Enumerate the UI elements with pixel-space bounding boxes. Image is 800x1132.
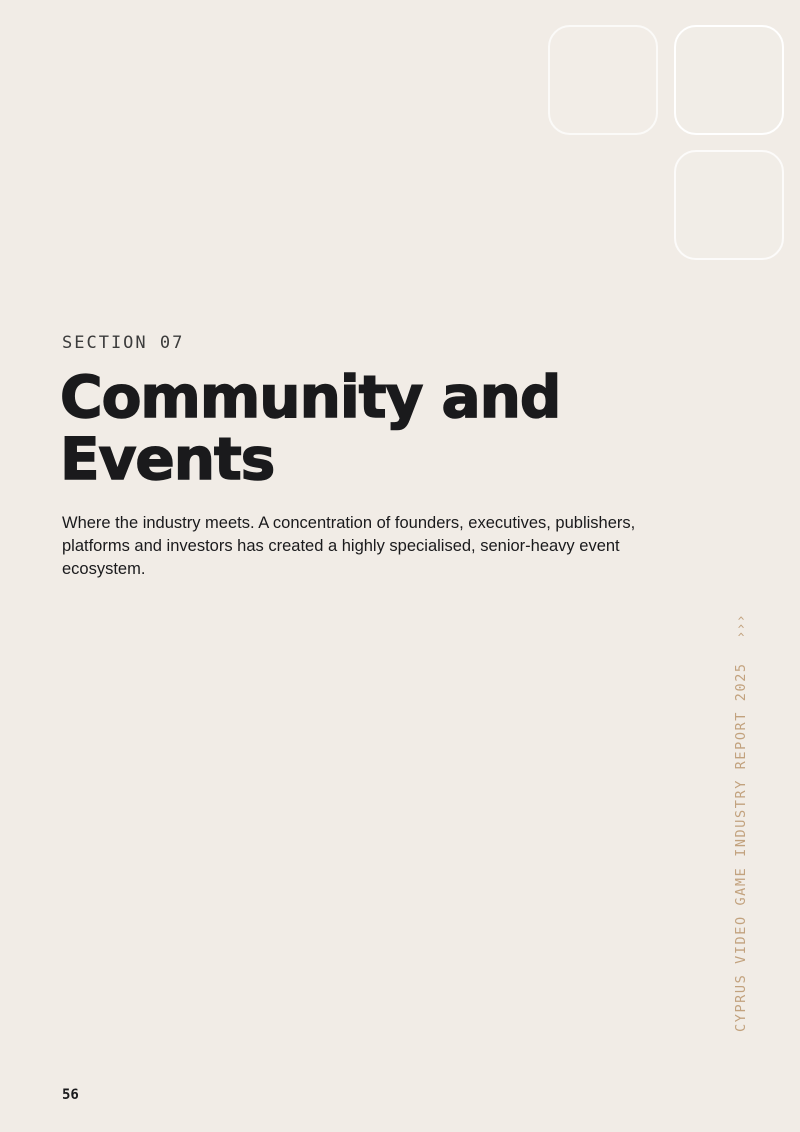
decorative-square-top-left xyxy=(548,25,658,135)
arrows-icon: ››› xyxy=(733,614,749,639)
page-title-line-2: Events xyxy=(60,425,275,493)
page-number: 56 xyxy=(62,1087,79,1103)
report-side-label xyxy=(732,614,750,1032)
intro-paragraph: Where the industry meets. A concentration of founders, executives, publishers, platforms and investors has created a highly specialised, senior-heavy event ecosystem. xyxy=(62,514,636,578)
section-label: SECTION 07 xyxy=(62,333,185,353)
decorative-square-bottom-right xyxy=(674,150,784,260)
decorative-square-top-right xyxy=(674,25,784,135)
page-title xyxy=(60,363,561,493)
report-title: CYPRUS VIDEO GAME INDUSTRY REPORT 2025 xyxy=(733,662,749,1032)
page-title-line-1: Community and xyxy=(60,363,561,431)
